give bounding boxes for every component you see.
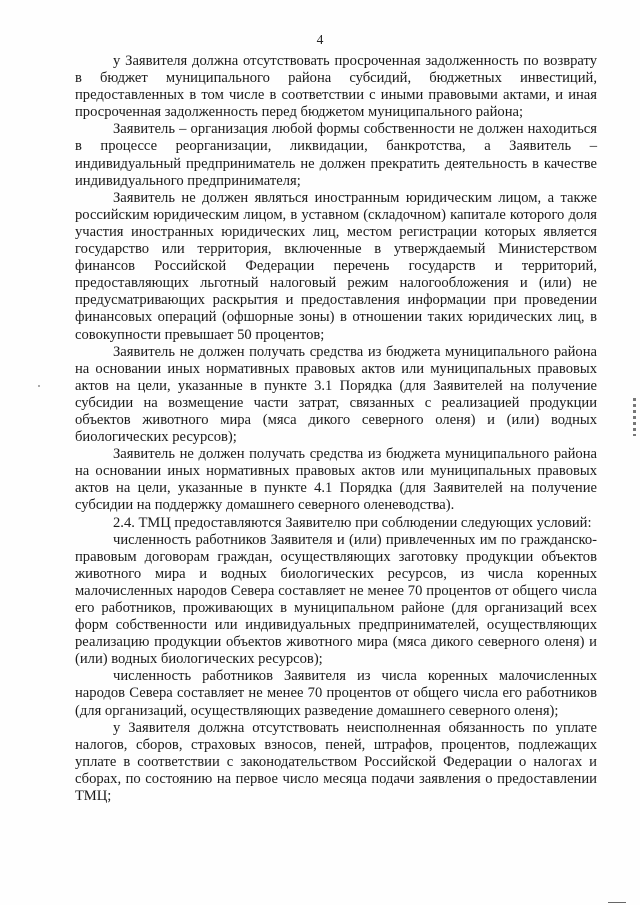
paragraph-section-2-4: 2.4. ТМЦ предоставляются Заявителю при соблюдении следующих условий: xyxy=(113,514,592,531)
paragraph-not-foreign-entity: Заявитель не должен являться иностранным юридическим лицом, а также российским юридическим лицом, в уставном (складочном) капитале которого доля участия иностранных юридических лиц, местом регистрации которых является государство или территория, включенные в утверждаемый Министерством финансов Российской Федерации перечень государств и территорий, предоставляющих льготный налоговый режим налогообложения и (или) не предусматривающих раскрытия и предоставления информации при проведении финансовых операций (офшорные зоны) в отношении таких юридических лиц, в совокупности превышает 50 процентов; xyxy=(75,189,597,343)
paragraph-workforce-reindeer: численность работников Заявителя из числа коренных малочисленных народов Севера составляет не менее 70 процентов от общего числа его работников (для организаций, осуществляющих разведение домашнего северного оленя); xyxy=(75,668,597,719)
scan-artifact-right xyxy=(633,398,636,436)
paragraph-no-reorganization: Заявитель – организация любой формы собственности не должен находиться в процессе реорганизации, ликвидации, банкротства, а Заявитель – индивидуальный предприниматель не должен прекратить деятельность в качестве индивидуального предпринимателя; xyxy=(75,121,597,189)
paragraph-no-other-funds-3-1: Заявитель не должен получать средства из бюджета муниципального района на основании иных нормативных правовых актов или муниципальных правовых актов на цели, указанные в пункте 3.1 Порядка (для Заявителей на получение субсидии на возмещение части затрат, связанных с реализацией продукции объектов животного мира (мяса дикого северного оленя) и (или) водных биологических ресурсов); xyxy=(75,343,597,446)
page-number: 4 xyxy=(316,32,324,47)
paragraph-workforce-harvesting: численность работников Заявителя и (или) привлеченных им по гражданско-правовым договорам граждан, осуществляющих заготовку продукции объектов животного мира и водных биологических ресурсов, из числа коренных малочисленных народов Севера составляет не менее 70 процентов от общего числа его работников, проживающих в муниципальном районе (для организаций всех форм собственности или индивидуальных предпринимателей, осуществляющих реализацию продукции объектов животного мира (мяса дикого северного оленя) и (или) водных биологических ресурсов); xyxy=(75,531,597,668)
paragraph-no-other-funds-4-1: Заявитель не должен получать средства из бюджета муниципального района на основании иных нормативных правовых актов или муниципальных правовых актов на цели, указанные в пункте 4.1 Порядка (для Заявителей на получение субсидии на поддержку домашнего северного оленеводства). xyxy=(75,446,597,514)
paragraph-no-tax-arrears: у Заявителя должна отсутствовать неисполненная обязанность по уплате налогов, сборов, страховых взносов, пеней, штрафов, процентов, подлежащих уплате в соответствии с законодательством Российской Федерации о налогах и сборах, по состоянию на первое число месяца подачи заявления о предоставлении ТМЦ; xyxy=(75,719,597,805)
scan-artifact-left xyxy=(38,385,40,387)
scan-artifact-bottom xyxy=(608,902,626,903)
paragraph-no-overdue-debt: у Заявителя должна отсутствовать просроченная задолженность по возврату в бюджет муниципального района субсидий, бюджетных инвестиций, предоставленных в том числе в соответствии с иными правовыми актами, и иная просроченная задолженность перед бюджетом муниципального района; xyxy=(75,53,597,121)
document-body xyxy=(75,53,597,805)
